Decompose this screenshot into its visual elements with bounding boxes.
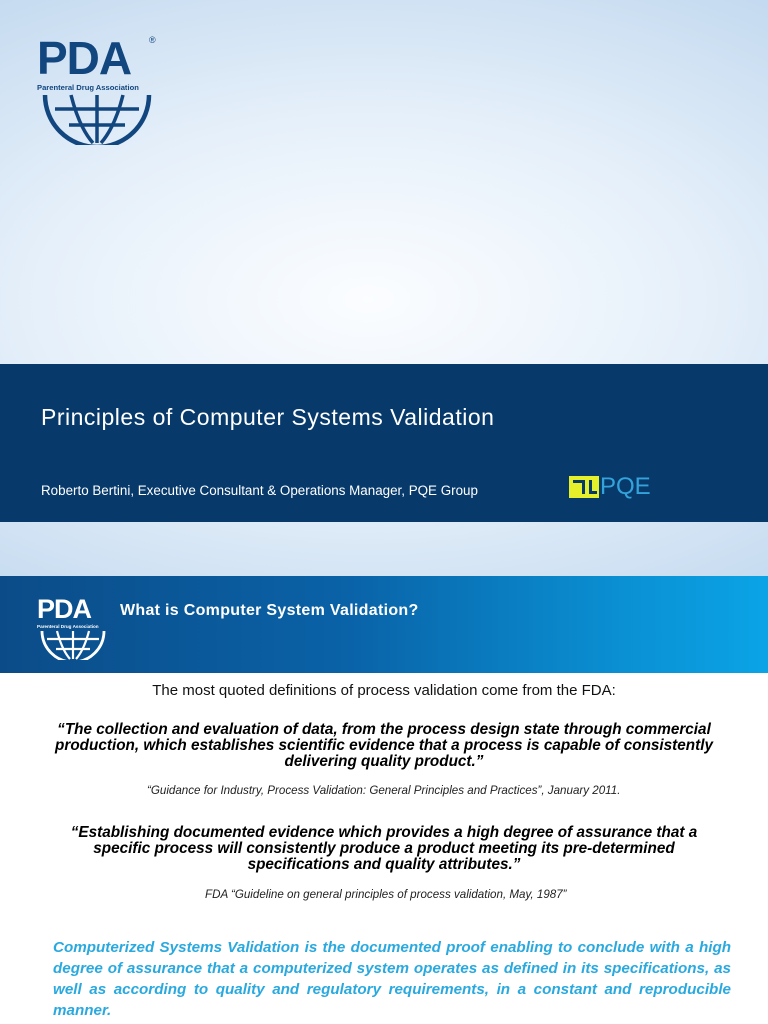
pda-wordmark: PDA: [37, 32, 132, 84]
author-line: Roberto Bertini, Executive Consultant & Operations Manager, PQE Group: [41, 483, 478, 498]
slide-header: [0, 576, 768, 673]
globe-icon: [41, 93, 153, 145]
pda-wordmark-small: PDA: [37, 594, 92, 624]
fda-quote-1987: “Establishing documented evidence which provides a high degree of assurance that a specific process will consistently produce a product meeting its pre-determined specifications and quality attributes.”: [70, 824, 698, 873]
pqe-mark-icon: [569, 476, 599, 498]
citation-2011: “Guidance for Industry, Process Validation: General Principles and Practices”, January 2011.: [147, 784, 621, 797]
fda-quote-2011: “The collection and evaluation of data, from the process design state through commercial production, which establishes scientific evidence that a process is capable of consistently delivering quality product.”: [55, 721, 713, 770]
globe-icon: [39, 630, 107, 660]
pda-logo: [37, 32, 157, 145]
pda-tagline-small: Parenteral Drug Association: [37, 624, 99, 629]
intro-text: The most quoted definitions of process validation come from the FDA:: [152, 682, 616, 699]
pqe-wordmark: PQE: [600, 473, 651, 500]
pqe-logo: [569, 473, 665, 500]
registered-mark: ®: [149, 35, 156, 45]
presentation-title: Principles of Computer Systems Validation: [41, 404, 495, 430]
citation-1987: FDA “Guideline on general principles of process validation, May, 1987”: [205, 888, 567, 901]
slide-heading: What is Computer System Validation?: [120, 602, 419, 619]
pda-logo-small: [37, 596, 113, 660]
csv-definition: Computerized Systems Validation is the documented proof enabling to conclude with a high degree of assurance that a computerized system operates as defined in its specifications, as well as according to quality and regulatory requirements, in a constant and reproducible manner.: [53, 939, 731, 1019]
content-slide: [0, 576, 768, 1024]
title-band: [0, 364, 768, 522]
pda-tagline: Parenteral Drug Association: [37, 83, 139, 92]
